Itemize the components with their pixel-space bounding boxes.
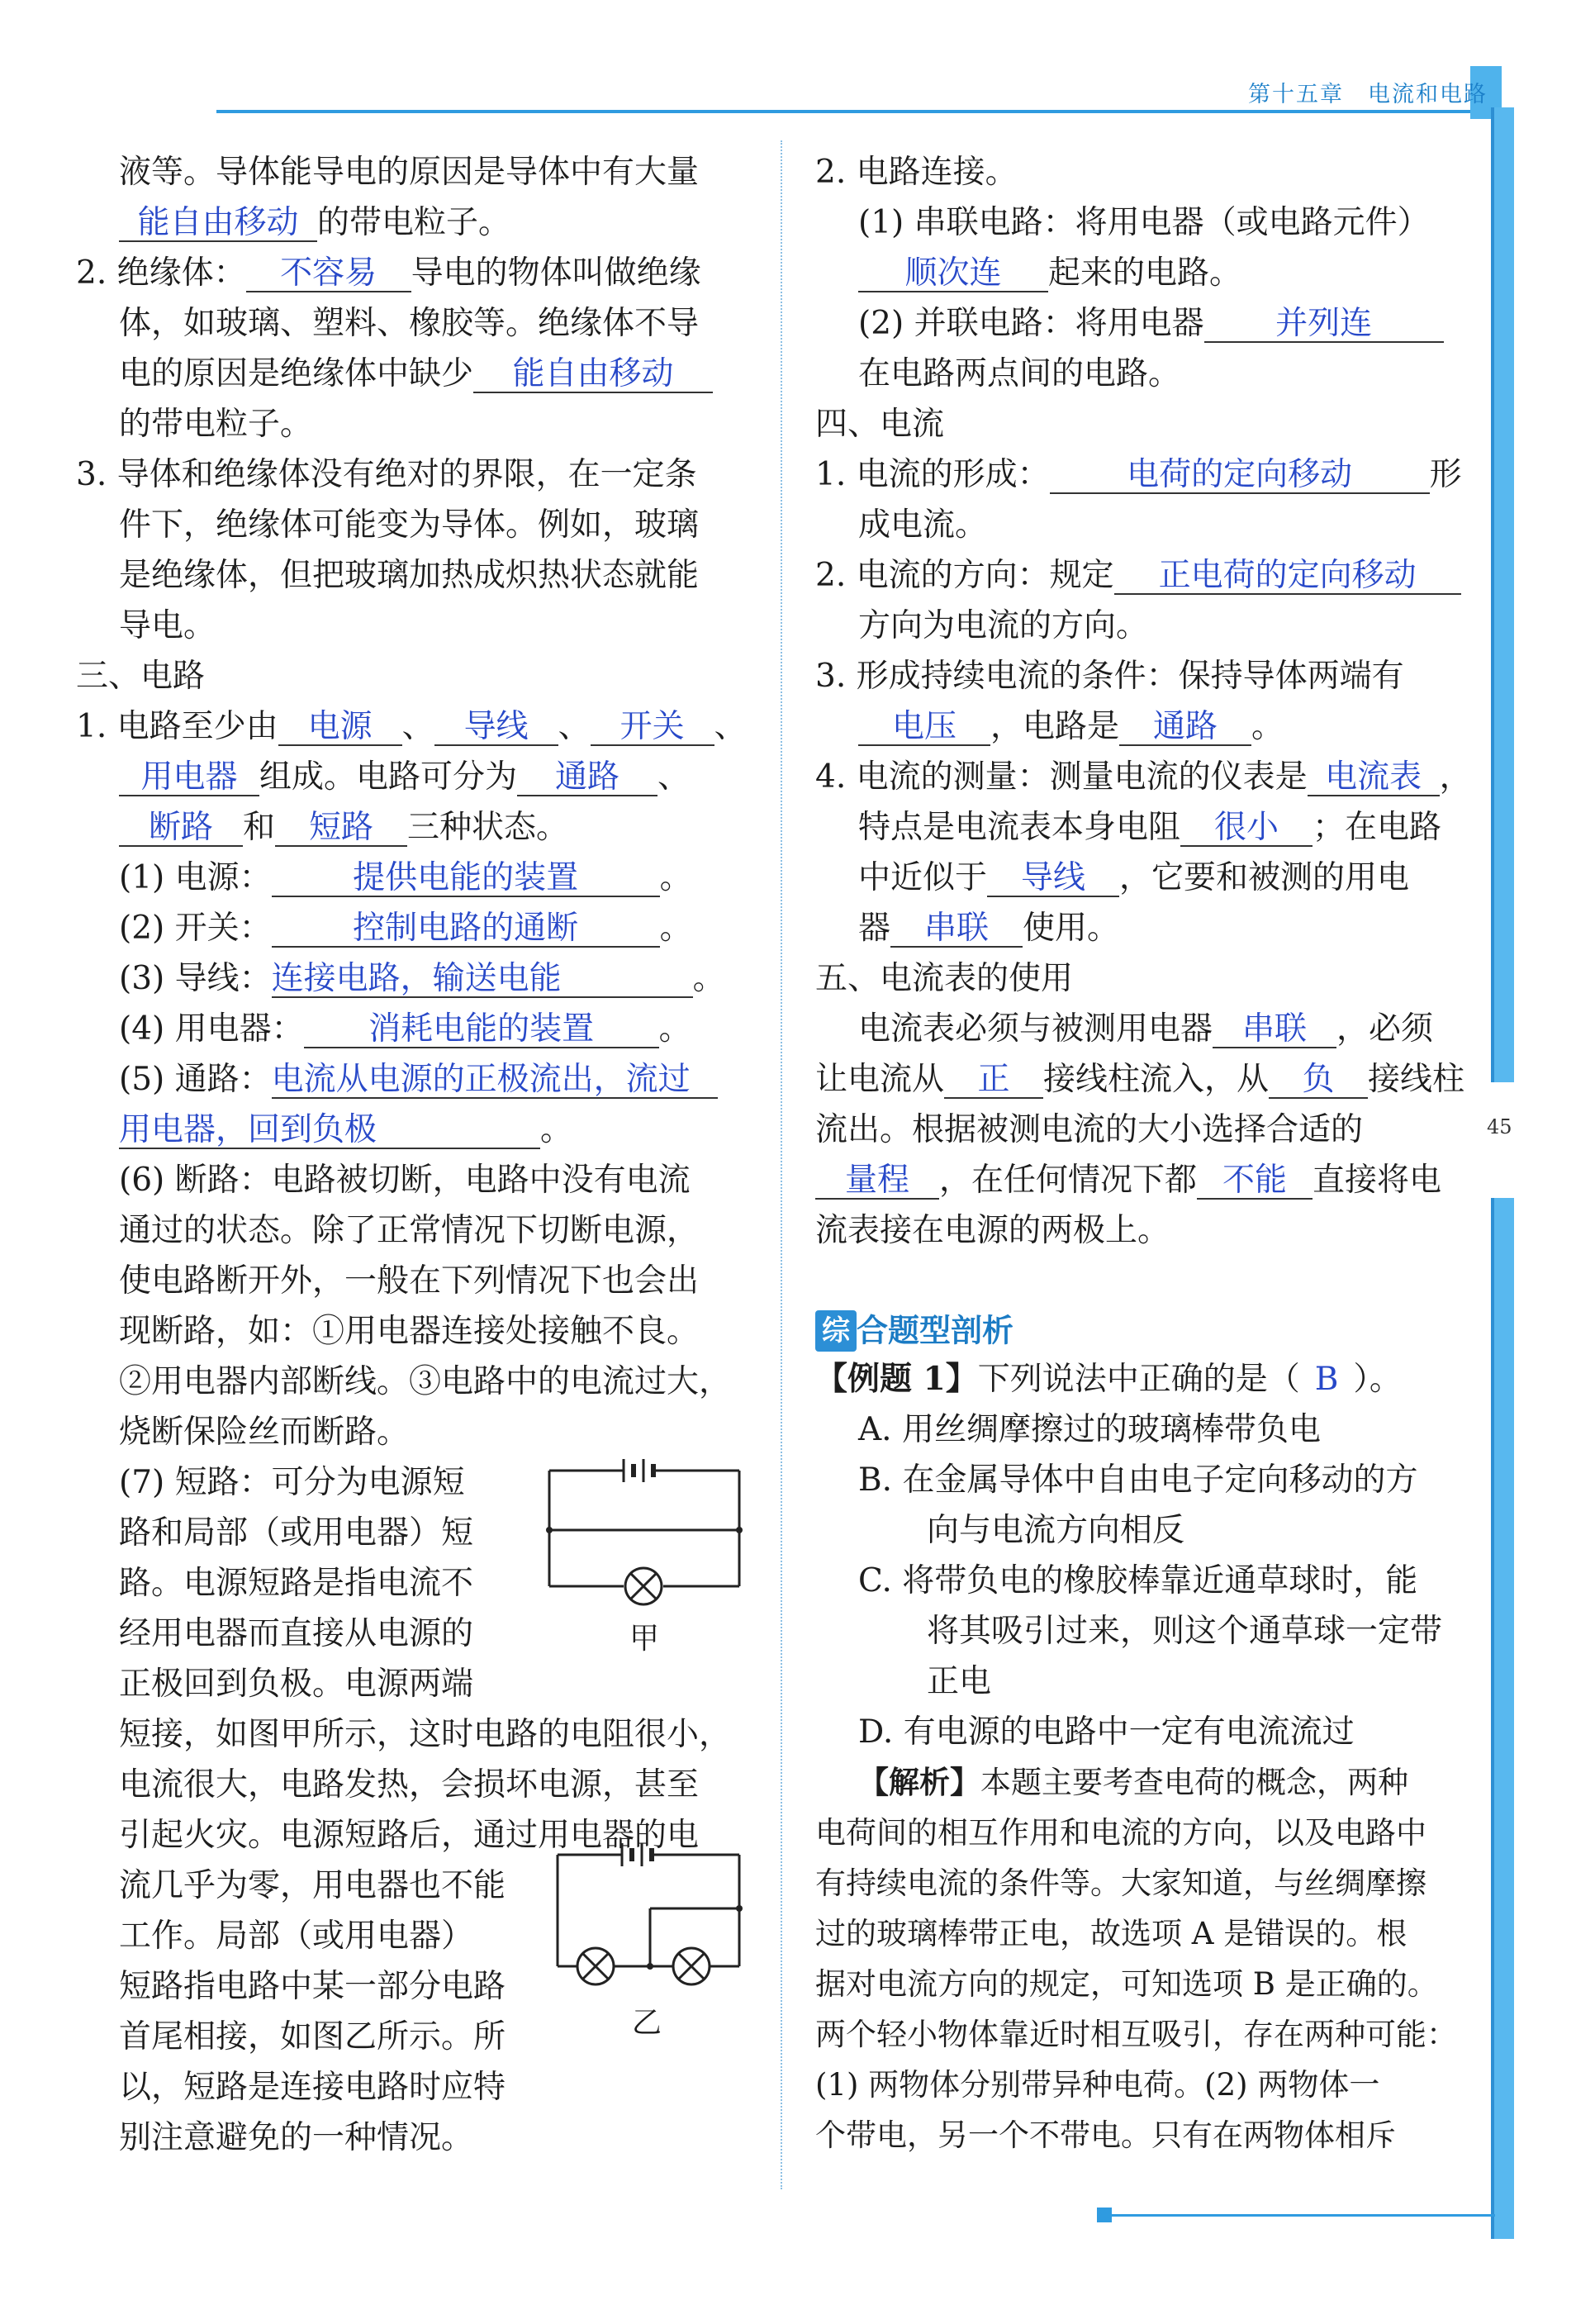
section-heading: 三、电路 — [76, 658, 206, 695]
analysis-line: 两个轻小物体靠近时相互吸引，存在两种可能： — [815, 2017, 1457, 2052]
text-line: 方向为电流的方向。 — [858, 607, 1149, 644]
answer-blank: 并列连 — [1204, 307, 1444, 343]
option-c-cont: 正电 — [927, 1663, 992, 1700]
chapter-title: 第十五章 电流和电路 — [1248, 82, 1488, 107]
answer-blank: 正电荷的定向移动 — [1114, 558, 1461, 595]
text-line: 特点是电流表本身电阻 很小 ；在电路 — [858, 809, 1442, 846]
text-line: 引起火灾。电源短路后，通过用电器的电 — [119, 1817, 700, 1854]
text-line: 流出。根据被测电流的大小选择合适的 — [815, 1111, 1364, 1148]
text-line: 断路 和 短路 三种状态。 — [76, 802, 753, 853]
text-line: 以，短路是连接电路时应特 — [119, 2069, 506, 2106]
text-line: 让电流从 正 接线柱流入，从 负 接线柱 — [815, 1061, 1465, 1098]
text-line: 用电器 组成。电路可分为 通路 、 — [76, 752, 753, 802]
right-column — [815, 147, 1476, 2160]
text-line: 2. 绝缘体： 不容易 导电的物体叫做绝缘 — [76, 254, 701, 292]
answer-blank: 控制电路的通断 — [272, 911, 660, 948]
text-line: (3) 导线：连接电路，输送电能 。 — [119, 960, 725, 997]
answer-blank: 消耗电能的装置 — [304, 1012, 659, 1048]
example-answer: B — [1314, 1361, 1339, 1398]
answer-blank: 很小 — [1180, 810, 1313, 847]
text-line: 路和局部（或用电器）短 — [119, 1514, 474, 1552]
text-line: (7) 短路：可分为电源短 — [119, 1464, 465, 1501]
answer-blank: 不容易 — [246, 256, 411, 292]
answer-blank: 电流表 — [1308, 760, 1440, 796]
answer-blank: 导线 — [987, 861, 1119, 897]
section-header — [815, 1304, 1476, 1354]
text-line: 电流表必须与被测用电器 串联 ，必须 — [858, 1010, 1434, 1048]
text-line: 在电路两点间的电路。 — [858, 355, 1181, 392]
section-badge: 综 — [815, 1310, 857, 1352]
text-line: 通过的状态。除了正常情况下切断电源， — [119, 1212, 700, 1249]
analysis-line: 有持续电流的条件等。大家知道，与丝绸摩擦 — [815, 1865, 1426, 1901]
text-line: 3. 形成持续电流的条件：保持导体两端有 — [815, 658, 1404, 695]
answer-blank: 负 — [1269, 1062, 1368, 1099]
answer-blank: 通路 — [517, 760, 657, 796]
text-line: (5) 通路：电流从电源的正极流出，流过 — [76, 1054, 753, 1105]
section-heading: 四、电流 — [815, 406, 945, 443]
text-line: 别注意避免的一种情况。 — [119, 2119, 474, 2156]
answer-blank: 串联 — [1213, 1012, 1336, 1048]
text-line: 经用电器而直接从电源的 — [119, 1615, 474, 1652]
answer-blank: 顺次连 — [858, 256, 1048, 292]
text-line: 中近似于 导线 ，它要和被测的用电 — [858, 859, 1410, 896]
text-line: (1) 电源： 提供电能的装置 。 — [119, 859, 692, 896]
answer-blank: 通路 — [1119, 710, 1251, 746]
text-line: 烧断保险丝而断路。 — [119, 1414, 410, 1451]
answer-blank: 量程 — [815, 1163, 939, 1200]
side-bar — [1491, 1198, 1514, 2239]
answer-blank: 电源 — [278, 710, 402, 746]
circuit-diagram-jia — [541, 1454, 748, 1619]
text-line: 器 串联 使用。 — [858, 910, 1120, 947]
text-line: 量程 ，在任何情况下都 不能 直接将电 — [815, 1155, 1476, 1205]
answer-blank: 电荷的定向移动 — [1050, 458, 1430, 494]
analysis-line: (1) 两物体分别带异种电荷。(2) 两物体一 — [815, 2067, 1380, 2103]
figure-label-jia: 甲 — [629, 1622, 660, 1656]
figure-label-yi: 乙 — [632, 2006, 662, 2040]
analysis-line: 据对电流方向的规定，可知选项 B 是正确的。 — [815, 1966, 1438, 2002]
page-number: 45 — [1487, 1115, 1512, 1138]
answer-blank: 断路 — [119, 810, 243, 847]
analysis-line: 【解析】本题主要考查电荷的概念，两种 — [858, 1764, 1408, 1800]
text-line: (2) 并联电路：将用电器 并列连 — [815, 298, 1476, 349]
answer-blank: 能自由移动 — [119, 206, 317, 242]
text-line: 成电流。 — [858, 506, 988, 544]
answer-blank: 电压 — [858, 710, 990, 746]
section-title: 合题型剖析 — [857, 1312, 1014, 1349]
answer-blank: 提供电能的装置 — [272, 861, 660, 897]
text-line: 电压 ，电路是 通路 。 — [815, 701, 1476, 752]
text-line: 短路指电路中某一部分电路 — [119, 1968, 506, 2005]
text-line: ②用电器内部断线。③电路中的电流过大， — [119, 1363, 732, 1400]
text-line: 导电。 — [119, 607, 216, 644]
answer-blank: 用电器 — [119, 760, 259, 796]
option-a: A. 用丝绸摩擦过的玻璃棒带负电 — [858, 1411, 1321, 1448]
text-line: 能自由移动 的带电粒子。 — [76, 197, 753, 248]
bottom-rule — [1107, 2214, 1495, 2217]
section-heading: 五、电流表的使用 — [815, 960, 1074, 997]
answer-blank: 用电器，回到负极 — [119, 1113, 540, 1149]
text-line: 体，如玻璃、塑料、橡胶等。绝缘体不导 — [119, 305, 700, 342]
answer-blank: 短路 — [275, 810, 407, 847]
answer-blank: 串联 — [890, 911, 1023, 948]
analysis-line: 过的玻璃棒带正电，故选项 A 是错误的。根 — [815, 1916, 1407, 1951]
column-divider — [781, 140, 782, 2189]
answer-blank: 导线 — [434, 710, 558, 746]
option-c: C. 将带负电的橡胶棒靠近通草球时，能 — [858, 1562, 1418, 1599]
text-line: 4. 电流的测量：测量电流的仪表是 电流表 ， — [815, 758, 1472, 796]
option-d: D. 有电源的电路中一定有电流流过 — [858, 1713, 1355, 1751]
text-line: (1) 串联电路：将用电器（或电路元件） — [858, 204, 1430, 241]
text-line: 正极回到负极。电源两端 — [119, 1666, 474, 1703]
text-line: 1. 电流的形成： 电荷的定向移动 形 — [815, 456, 1462, 493]
text-line: 现断路，如：①用电器连接处接触不良。 — [119, 1313, 700, 1350]
analysis-line: 个带电，另一个不带电。只有在两物体相斥 — [815, 2117, 1396, 2153]
header-rule — [216, 110, 1505, 113]
text-line: (2) 开关： 控制电路的通断 。 — [119, 910, 692, 947]
text-line: (4) 用电器： 消耗电能的装置 。 — [119, 1010, 691, 1048]
example-question: 【例题 1】下列说法中正确的是（ B ）。 — [815, 1360, 1402, 1398]
text-line: (6) 断路：电路被切断，电路中没有电流 — [119, 1162, 691, 1199]
text-line: 电流很大，电路发热，会损坏电源，甚至 — [119, 1766, 700, 1804]
text-line: 3. 导体和绝缘体没有绝对的界限，在一定条 — [76, 456, 697, 493]
answer-blank: 能自由移动 — [473, 357, 713, 393]
answer-blank: 连接电路，输送电能 — [272, 962, 693, 998]
text-line: 工作。局部（或用电器） — [119, 1918, 474, 1955]
text-line: 短接，如图甲所示，这时电路的电阻很小， — [119, 1716, 732, 1753]
text-line: 顺次连 起来的电路。 — [815, 248, 1476, 298]
option-b-cont: 向与电流方向相反 — [927, 1512, 1185, 1549]
answer-blank: 开关 — [591, 710, 714, 746]
text-line: 使电路断开外，一般在下列情况下也会出 — [119, 1262, 700, 1300]
text-line: 1. 电路至少由 电源 、 导线 、 开关 、 — [76, 708, 747, 745]
answer-blank: 正 — [944, 1062, 1043, 1099]
circuit-diagram-yi — [549, 1838, 748, 1995]
text-line: 流表接在电源的两极上。 — [815, 1212, 1170, 1249]
text-line: 2. 电流的方向：规定 正电荷的定向移动 — [815, 550, 1476, 601]
spacer — [815, 1256, 1476, 1304]
text-line: 液等。导体能导电的原因是导体中有大量 — [119, 154, 700, 191]
text-line: 路。电源短路是指电流不 — [119, 1565, 474, 1602]
text-line: 用电器，回到负极 。 — [119, 1111, 573, 1148]
answer-blank: 不能 — [1197, 1163, 1313, 1200]
text-line: 流几乎为零，用电器也不能 — [119, 1867, 506, 1904]
answer-blank: 电流从电源的正极流出，流过 — [272, 1062, 718, 1099]
text-line: 首尾相接，如图乙所示。所 — [119, 2018, 506, 2055]
text-line: 是绝缘体，但把玻璃加热成炽热状态就能 — [119, 557, 700, 594]
analysis-line: 电荷间的相互作用和电流的方向，以及电路中 — [815, 1815, 1426, 1851]
option-b: B. 在金属导体中自由电子定向移动的方 — [858, 1461, 1418, 1499]
text-line: 电的原因是绝缘体中缺少 能自由移动 — [76, 349, 753, 399]
side-bar — [1491, 107, 1514, 1082]
text-line: 件下，绝缘体可能变为导体。例如，玻璃 — [119, 506, 700, 544]
text-line: 2. 电路连接。 — [815, 154, 1018, 191]
option-c-cont: 将其吸引过来，则这个通草球一定带 — [927, 1613, 1443, 1650]
text-line: 的带电粒子。 — [119, 406, 313, 443]
